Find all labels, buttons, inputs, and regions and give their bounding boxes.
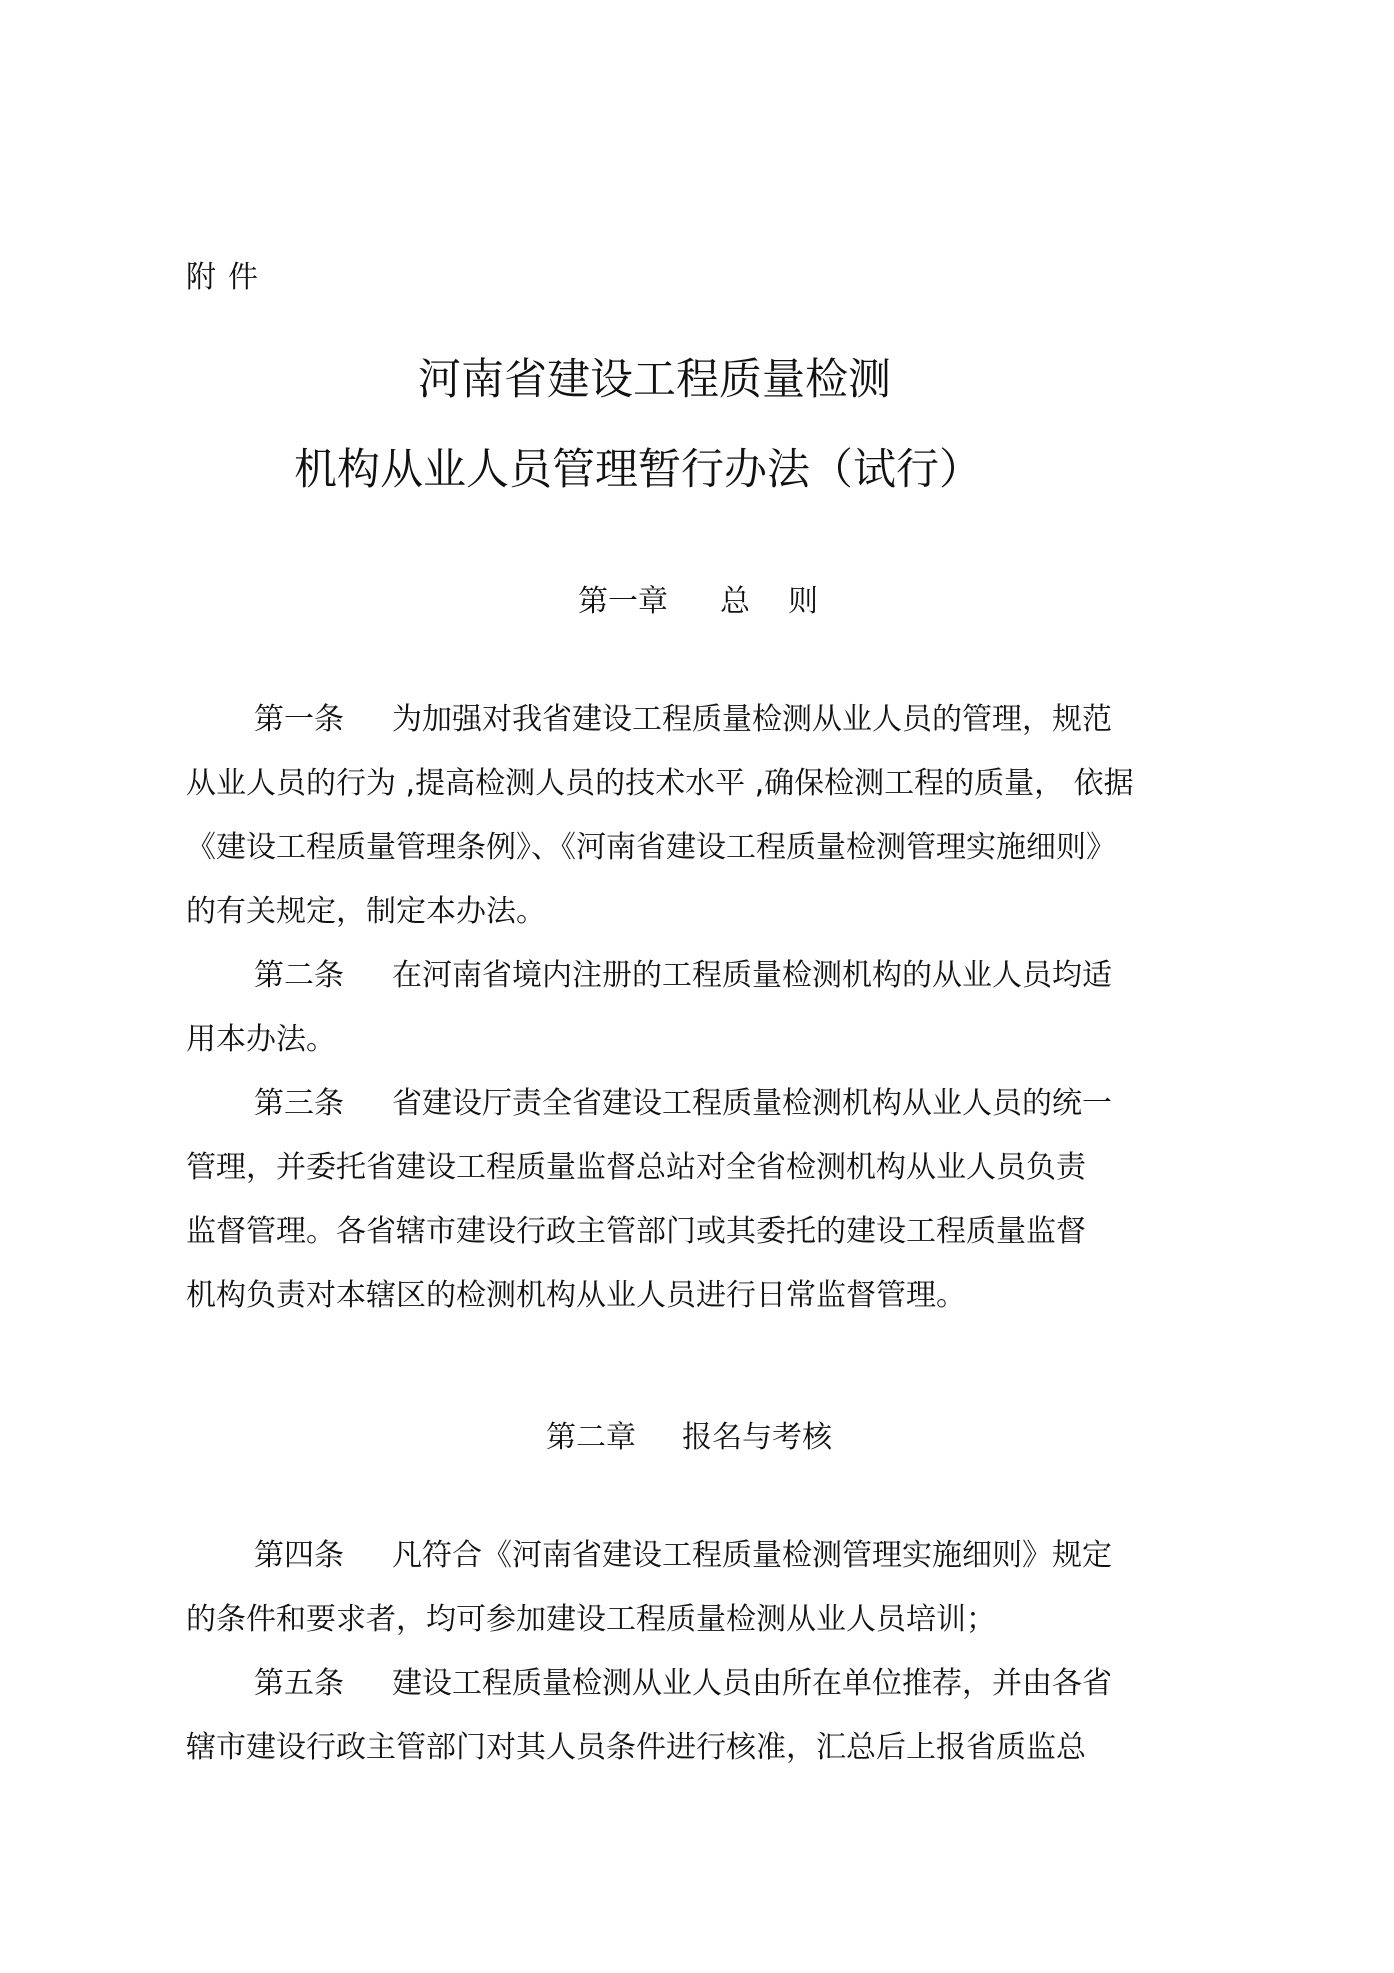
document-title-line-1: 河南省建设工程质量检测 xyxy=(418,355,891,405)
article-2-text-line: 用本办法。 xyxy=(186,1022,336,1057)
article-4-text-line: 凡符合《河南省建设工程质量检测管理实施细则》规定 xyxy=(392,1538,1112,1573)
document-title-line-2: 机构从业人员管理暂行办法（试行） xyxy=(294,445,982,495)
article-5-text-line: 建设工程质量检测从业人员由所在单位推荐，并由各省 xyxy=(392,1666,1112,1701)
article-3-text-line: 机构负责对本辖区的检测机构从业人员进行日常监督管理。 xyxy=(186,1278,966,1313)
article-4-first-line xyxy=(254,1536,1112,1576)
article-3-text-line: 省建设厅责全省建设工程质量检测机构从业人员的统一 xyxy=(392,1086,1112,1121)
article-1-text-line: 《建设工程质量管理条例》、《河南省建设工程质量检测管理实施细则》 xyxy=(186,830,1116,865)
article-1-text-line: 为加强对我省建设工程质量检测从业人员的管理，规范 xyxy=(392,702,1112,737)
article-5-label: 第五条 xyxy=(254,1666,344,1701)
article-3-label: 第三条 xyxy=(254,1086,344,1121)
article-2-first-line xyxy=(254,956,1112,996)
article-3-first-line xyxy=(254,1084,1112,1124)
article-4-label: 第四条 xyxy=(254,1538,344,1573)
article-3-text-line: 监督管理。各省辖市建设行政主管部门或其委托的建设工程质量监督 xyxy=(186,1214,1086,1249)
article-1-first-line xyxy=(254,700,1112,740)
article-2-text-line: 在河南省境内注册的工程质量检测机构的从业人员均适 xyxy=(392,958,1112,993)
article-2-label: 第二条 xyxy=(254,958,344,993)
article-1-label: 第一条 xyxy=(254,702,344,737)
chapter-1-name: 总则 xyxy=(720,584,856,619)
article-1-text-line: 的有关规定，制定本办法。 xyxy=(186,894,546,929)
chapter-2-number: 第二章 xyxy=(546,1420,636,1455)
chapter-1-number: 第一章 xyxy=(578,584,668,619)
article-5-first-line xyxy=(254,1664,1112,1704)
attachment-label: 附件 xyxy=(186,260,270,295)
article-1-text-line: 从业人员的行为 ,提高检测人员的技术水平 ,确保检测工程的质量， 依据 xyxy=(186,766,1134,801)
article-3-text-line: 管理，并委托省建设工程质量监督总站对全省检测机构从业人员负责 xyxy=(186,1150,1086,1185)
chapter-2-name: 报名与考核 xyxy=(682,1420,832,1455)
article-5-text-line: 辖市建设行政主管部门对其人员条件进行核准，汇总后上报省质监总 xyxy=(186,1730,1086,1765)
article-4-text-line: 的条件和要求者，均可参加建设工程质量检测从业人员培训； xyxy=(186,1602,996,1637)
